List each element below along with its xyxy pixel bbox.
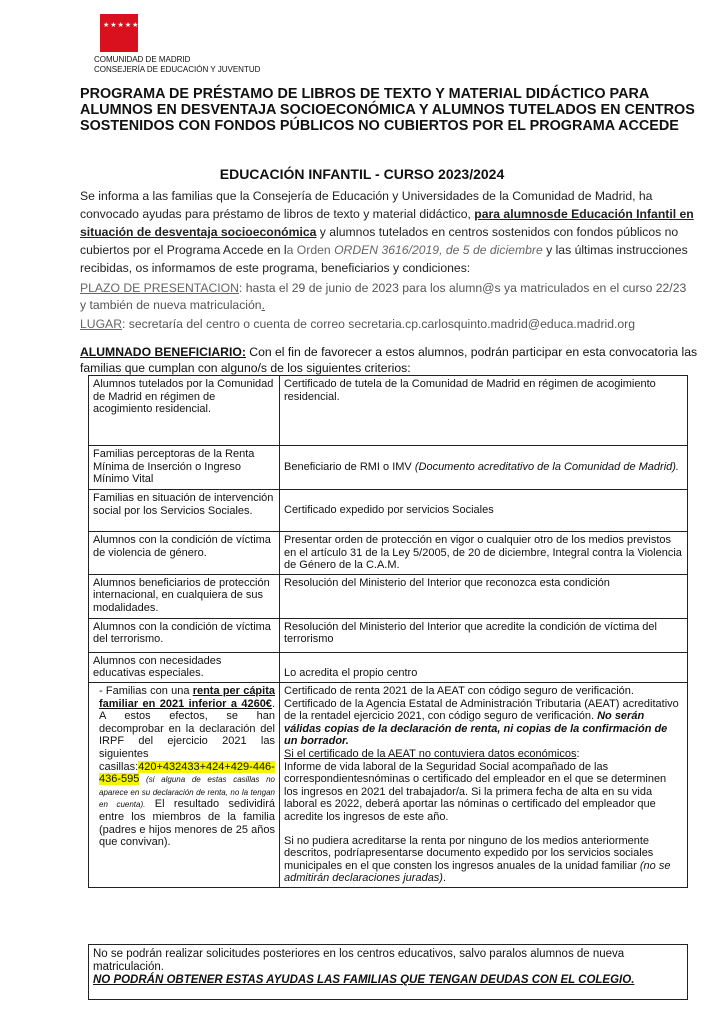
table-row [89,618,688,652]
renta-doc-text-c: Si no pudiera acreditarse la renta por ninguno de los medios anteriormente descritos, podríapresentarse documento expedido por los servicios sociales municipales en el que consten los ingresos anuales de la unidad familiar [284,834,654,872]
renta-doc-warning: No serán válidas copias de la declaración de renta, ni copias de la confirmación de un borrador. [284,710,668,748]
intro-grey-text: a Orden [286,243,335,257]
renta-casillas-note: (si alguna de estas casillas no aparece en su declaración de renta, no la tengan en cuenta). [99,775,275,810]
document-cell: Certificado de tutela de la Comunidad de Madrid en régimen de acogimiento residencial. [280,376,688,446]
footer-warning: NO PODRÁN OBTENER ESTAS AYUDAS LAS FAMILIAS QUE TENGAN DEUDAS CON EL COLEGIO. [93,974,635,986]
renta-doc-text-b: Informe de vida laboral de la Seguridad Social acompañado de las correspondientesnóminas o certificado del empleador en el que se determinen los ingresos en 2021 del trabajador/a. Si la primera fecha de alta en su vida laboral es 2022, deberá aportar las nóminas o certificado del empleador que acredite los ingresos de este año. [284,760,667,823]
table-row [89,652,688,682]
comunidad-madrid-logo [100,14,154,52]
org-department: CONSEJERÍA DE EDUCACIÓN Y JUVENTUD [94,65,261,74]
table-row [89,376,688,446]
organization-name [94,55,260,75]
renta-criteria-cell [89,682,280,887]
document-cell: Certificado expedido por servicios Sociales [280,490,688,532]
lugar-line [80,316,704,332]
table-row [89,446,688,490]
document-text: Beneficiario de RMI o IMV [284,461,415,474]
plazo-label: PLAZO DE PRESENTACION [80,281,239,295]
table-row [89,574,688,618]
criteria-cell: Alumnos tutelados por la Comunidad de Madrid en régimen de acogimiento residencial. [89,376,280,446]
criteria-cell: Alumnos con la condición de víctima de violencia de género. [89,532,280,575]
intro-bold-target: para alumnosde Educación Infantil en situación de desventaja socioeconómica [80,207,694,239]
lugar-label: LUGAR [80,317,122,331]
criteria-table [88,375,688,888]
document-cell: Resolución del Ministerio del Interior que acredite la condición de víctima del terrorismo [280,618,688,652]
renta-doc-text-end: . [442,872,447,885]
plazo-text-2: y también de nueva matriculación [80,298,262,312]
plazo-text-2-end: . [261,298,265,312]
renta-doc-text-a: Certificado de renta 2021 de la AEAT con código seguro de verificación. Certificado de la Agencia Estatal de Administración Tributaria (AEAT) acreditativo de la rentadel ejercicio 2021, con código seguro de verificación. [284,684,679,723]
table-row [89,532,688,575]
plazo-line-2 [80,297,704,313]
document-cell: Lo acredita el propio centro [280,652,688,682]
table-row [89,682,688,887]
order-reference: ORDEN 3616/2019, de 5 de diciembre [334,243,543,257]
criteria-cell: Familias perceptoras de la Renta Mínima de Inserción o Ingreso Mínimo Vital [89,446,280,490]
plazo-line [80,280,704,296]
document-title: PROGRAMA DE PRÉSTAMO DE LIBROS DE TEXTO Y MATERIAL DIDÁCTICO PARA ALUMNOS EN DESVENTAJA SOCIOECONÓMICA Y ALUMNOS TUTELADOS EN CENTROS SOSTENIDOS CON FONDOS PÚBLICOS NO CUBIERTOS POR EL PROGRAMA ACCEDE [80,86,695,134]
intro-paragraph [80,187,700,277]
beneficiario-label: ALUMNADO BENEFICIARIO: [80,345,246,359]
criteria-cell: Alumnos beneficiarios de protección internacional, en cualquiera de sus modalidades. [89,574,280,618]
org-name: COMUNIDAD DE MADRID [94,55,191,64]
document-cell: Presentar orden de protección en vigor o cualquier otro de los medios previstos en el artículo 31 de la Ley 5/2005, de 20 de diciembre, Integral contra la Violencia de Género de la C.A.M. [280,532,688,575]
renta-text-b: . A estos efectos, se han decomprobar en la declaración del IRPF del ejercicio 2021 las siguientes casillas: [99,697,275,773]
renta-casillas-highlight: 420+432433+424+429-446-436-595 [99,760,275,786]
renta-threshold: renta per cápita familiar en 2021 inferior a 4260€ [99,684,275,710]
document-subtitle: EDUCACIÓN INFANTIL - CURSO 2023/2024 [219,166,505,182]
intro-text-2: y alumnos tutelados en centros sostenidos con fondos públicos no cubiertos por el Programa Accede en l [80,225,679,257]
criteria-cell: Alumnos con necesidades educativas especiales. [89,652,280,682]
renta-doc-subheading-end: : [576,747,580,760]
footer-text: No se podrán realizar solicitudes posteriores en los centros educativos, salvo paralos alumnos de nueva matriculación. [93,948,625,973]
document-cell: Resolución del Ministerio del Interior que reconozca esta condición [280,574,688,618]
criteria-cell: Alumnos con la condición de víctima del terrorismo. [89,618,280,652]
beneficiario-paragraph [80,344,700,376]
renta-document-cell [280,682,688,887]
footer-notice [88,944,688,1000]
table-row [89,490,688,532]
intro-text-1: Se informa a las familias que la Consejería de Educación y Universidades de la Comunidad de Madrid, ha convocado ayudas para préstamo de libros de texto y material didáctico, [80,189,653,221]
intro-text-3: y las últimas instrucciones recibidas, os informamos de este programa, beneficiarios y condiciones: [80,243,688,275]
lugar-text: : secretaría del centro o cuenta de correo secretaria.cp.carlosquinto.madrid@educa.madrid.org [122,317,635,331]
document-cell [280,446,688,490]
plazo-text: : hasta el 29 de junio de 2023 para los alumn@s ya matriculados en el curso 22/23 [238,281,687,295]
renta-text-c: El resultado sedividirá entre los miembros de la familia (padres e hijos menores de 25 años que convivan). [99,798,275,849]
renta-text-a: - Familias con una [99,684,193,697]
criteria-cell: Familias en situación de intervención social por los Servicios Sociales. [89,490,280,532]
beneficiario-text: Con el fin de favorecer a estos alumnos, podrán participar en esta convocatoria las familias que cumplan con alguno/s de los siguientes criterios: [80,345,698,375]
logo-stars: ★★★★★★★ [103,22,154,29]
document-italic-note: (Documento acreditativo de la Comunidad de Madrid). [414,461,679,474]
renta-doc-subheading: Si el certificado de la AEAT no contuviera datos económicos [284,747,577,760]
renta-doc-italic-note: (no se admitirán declaraciones juradas) [284,859,671,885]
